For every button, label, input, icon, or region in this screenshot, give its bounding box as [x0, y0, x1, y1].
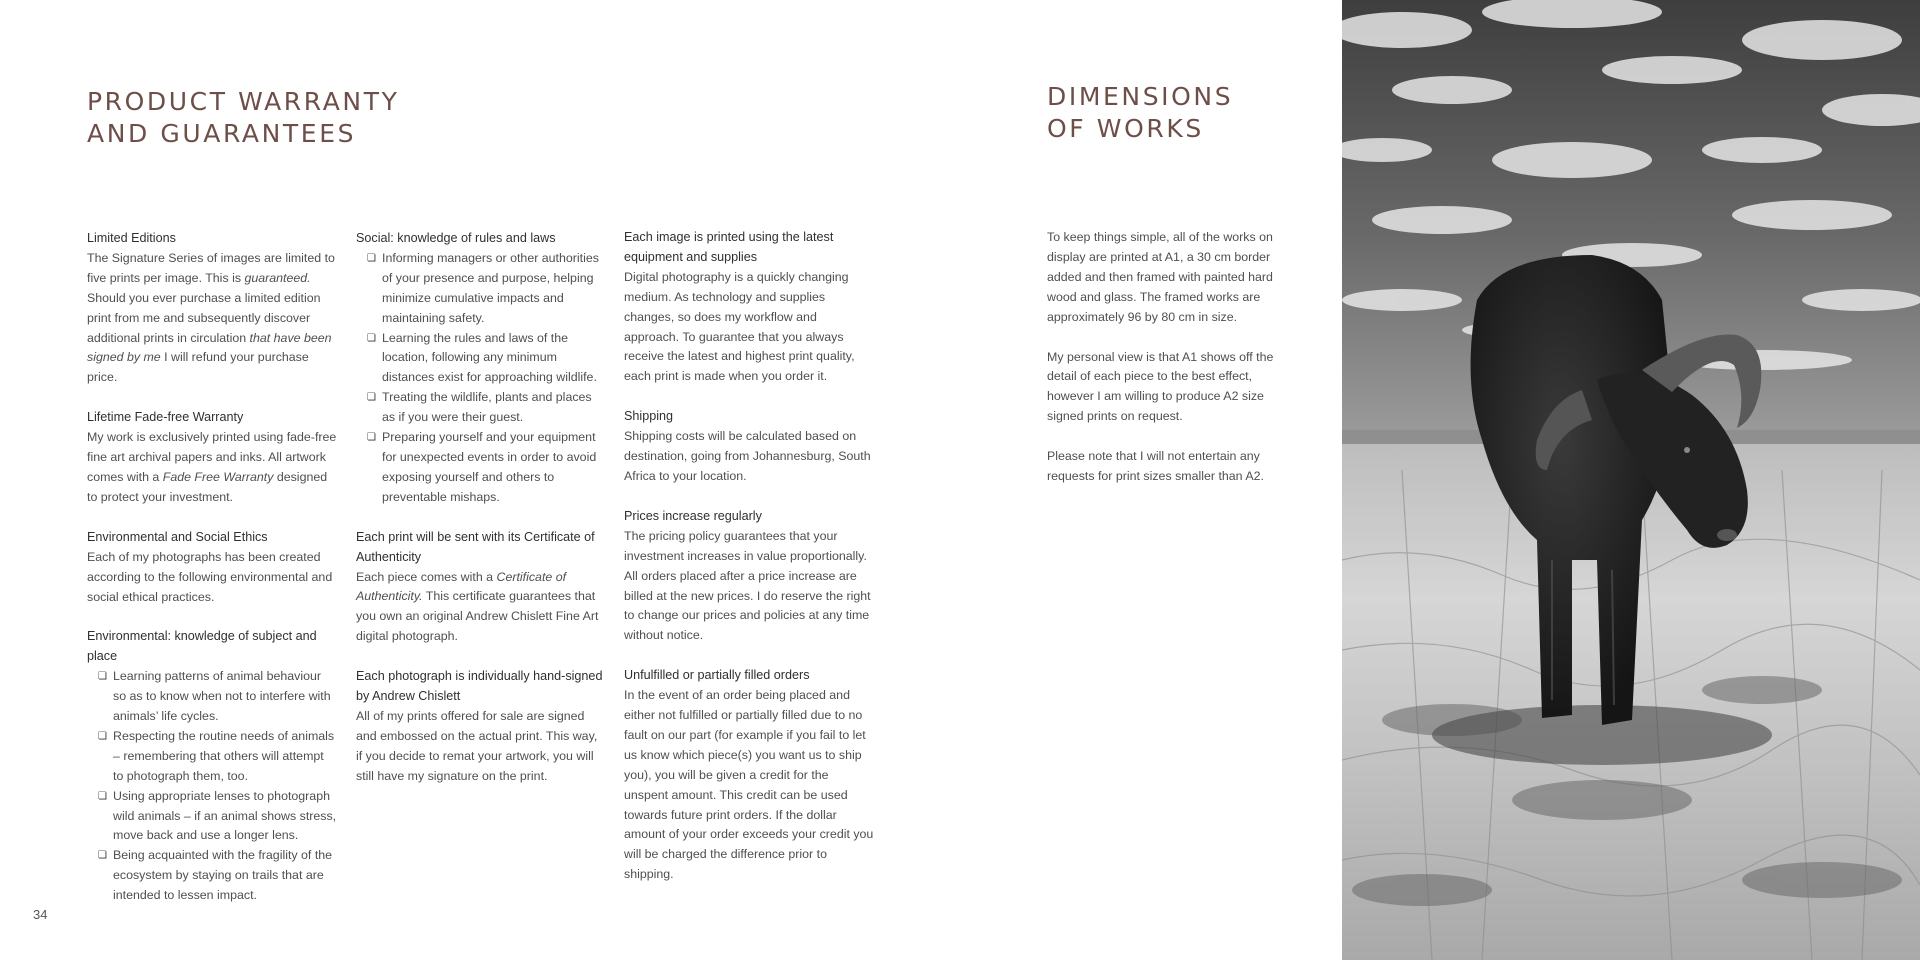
certificate-heading: Each print will be sent with its Certificate of Authenticity	[356, 529, 595, 564]
buffalo-photograph	[1342, 0, 1920, 960]
prices-heading: Prices increase regularly	[624, 508, 762, 523]
warranty-title: PRODUCT WARRANTY AND GUARANTEES	[87, 87, 400, 148]
shipping-body: Shipping costs will be calculated based on destination, going from Johannesburg, South Africa to your location.	[624, 429, 871, 483]
certificate-body: Each piece comes with a Certificate of Authenticity. This certificate guarantees that you own an original Andrew Chislett Fine Art digital photograph.	[356, 569, 599, 644]
certificate-section	[356, 528, 606, 647]
dimensions-paragraph: Please note that I will not entertain any requests for print sizes smaller than A2.	[1047, 449, 1264, 484]
printing-heading: Each image is printed using the latest equipment and supplies	[624, 230, 834, 264]
fade-free-body: My work is exclusively printed using fade-free fine art archival papers and inks. All artwork comes with a Fade Free Warranty designed to protect your investment.	[87, 430, 337, 504]
limited-editions-section	[87, 229, 337, 388]
ethics-section	[87, 528, 337, 608]
dimensions-column	[1047, 228, 1295, 507]
list-item: ❏ Learning the rules and laws of the location, following any minimum distances exist for approaching wildlife.	[356, 329, 606, 389]
printing-body: Digital photography is a quickly changing medium. As technology and supplies changes, so does my workflow and approach. To guarantee that you always receive the latest and highest print quality, each print is made when you order it.	[624, 269, 855, 384]
environmental-section	[87, 627, 337, 906]
limited-editions-body: The Signature Series of images are limited to five prints per image. This is guaranteed. Should you ever purchase a limited edition print from me and subsequently discover additional prints in circulation that have been signed by me I will refund your purchase price.	[87, 250, 335, 385]
list-item: ❏ Being acquainted with the fragility of the ecosystem by staying on trails that are intended to lessen impact.	[87, 846, 337, 906]
list-item: ❏ Respecting the routine needs of animals – remembering that others will attempt to photograph them, too.	[87, 727, 337, 787]
dimensions-title: DIMENSIONS OF WORKS	[1047, 82, 1234, 143]
ethics-body: Each of my photographs has been created according to the following environmental and social ethical practices.	[87, 549, 333, 604]
dimensions-paragraph: My personal view is that A1 shows off the detail of each piece to the best effect, however I am willing to produce A2 size signed prints on request.	[1047, 349, 1274, 424]
limited-editions-heading: Limited Editions	[87, 231, 176, 245]
environmental-list	[87, 667, 337, 906]
hand-signed-body: All of my prints offered for sale are signed and embossed on the actual print. This way, if you decide to remat your artwork, you will still have my signature on the print.	[356, 708, 598, 783]
social-heading: Social: knowledge of rules and laws	[356, 231, 556, 245]
social-section	[356, 229, 606, 508]
warranty-column-2	[356, 229, 606, 807]
shipping-heading: Shipping	[624, 409, 674, 424]
prices-section	[624, 507, 874, 646]
social-list	[356, 249, 606, 508]
unfulfilled-section	[624, 666, 874, 885]
ethics-heading: Environmental and Social Ethics	[87, 529, 268, 544]
hand-signed-section	[356, 667, 606, 786]
list-item: ❏ Informing managers or other authorities of your presence and purpose, helping minimize cumulative impacts and maintaining safety.	[356, 249, 606, 329]
list-item: ❏ Using appropriate lenses to photograph wild animals – if an animal shows stress, move back and use a longer lens.	[87, 787, 337, 847]
list-item: ❏ Preparing yourself and your equipment for unexpected events in order to avoid exposing yourself and others to preventable mishaps.	[356, 428, 606, 508]
printing-section	[624, 228, 874, 387]
page-number: 34	[33, 907, 48, 922]
dimensions-paragraph: To keep things simple, all of the works on display are printed at A1, a 30 cm border added and then framed with painted hard wood and glass. The framed works are approximately 96 by 80 cm in size.	[1047, 230, 1273, 324]
shipping-section	[624, 407, 874, 487]
warranty-column-3	[624, 228, 874, 905]
list-item: ❏ Learning patterns of animal behaviour so as to know when not to interfere with animals’ life cycles.	[87, 667, 337, 727]
unfulfilled-body: In the event of an order being placed and either not fulfilled or partially filled due to no fault on our part (for example if you fail to let us know which piece(s) you want us to ship you), you will be given a credit for the unspent amount. This credit can be used towards future print orders. If the dollar amount of your order exceeds your credit you will be charged the difference prior to shipping.	[624, 688, 874, 882]
fade-free-section	[87, 408, 337, 508]
list-item: ❏ Treating the wildlife, plants and places as if you were their guest.	[356, 388, 606, 428]
environmental-heading: Environmental: knowledge of subject and place	[87, 629, 317, 664]
hand-signed-heading: Each photograph is individually hand-signed by Andrew Chislett	[356, 669, 603, 704]
warranty-column-1	[87, 229, 337, 926]
fade-free-heading: Lifetime Fade-free Warranty	[87, 410, 244, 425]
unfulfilled-heading: Unfulfilled or partially filled orders	[624, 668, 810, 683]
prices-body: The pricing policy guarantees that your investment increases in value proportionally. All orders placed after a price increase are billed at the new prices. I do reserve the right to change our prices and policies at any time without notice.	[624, 528, 871, 643]
